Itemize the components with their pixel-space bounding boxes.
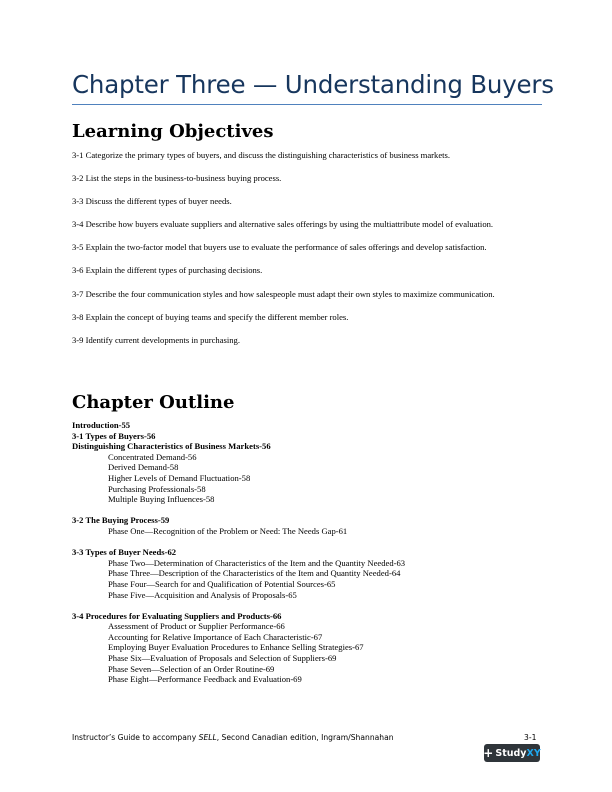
objective-item: 3-4 Describe how buyers evaluate suppliers and alternative sales offerings by using the multiattribute model of evaluation. xyxy=(72,219,494,230)
outline-spacer xyxy=(72,505,542,516)
outline-item: Assessment of Product or Supplier Performance-66 xyxy=(108,621,285,632)
outline-intro: Introduction-55 xyxy=(72,420,131,430)
outline-item: Concentrated Demand-56 xyxy=(108,451,197,462)
objective-item: 3-5 Explain the two-factor model that buyers use to evaluate the performance of sales offerings and develop satisfaction. xyxy=(72,242,487,253)
chapter-outline-list xyxy=(72,420,542,685)
objective-item: 3-3 Discuss the different types of buyer needs. xyxy=(72,196,232,207)
objective-item: 3-9 Identify current developments in purchasing. xyxy=(72,334,241,345)
page-footer xyxy=(72,733,394,742)
page-number: 3-1 xyxy=(524,733,537,742)
outline-item: Derived Demand-58 xyxy=(108,462,179,473)
outline-item: Phase Three—Description of the Characteristics of the Item and Quantity Needed-64 xyxy=(108,568,401,579)
outline-item: Phase Five—Acquisition and Analysis of Proposals-65 xyxy=(108,589,297,600)
outline-item: Phase Two—Determination of Characteristics of the Item and the Quantity Needed-63 xyxy=(108,557,406,568)
learning-objectives-list xyxy=(72,150,542,358)
outline-item: Higher Levels of Demand Fluctuation-58 xyxy=(108,472,251,483)
objective-item: 3-2 List the steps in the business-to-business buying process. xyxy=(72,173,282,184)
outline-section-heading: 3-1 Types of Buyers-56 xyxy=(72,430,156,441)
outline-section-heading: 3-2 The Buying Process-59 xyxy=(72,515,170,526)
footer-suffix: , Second Canadian edition, Ingram/Shannahan xyxy=(216,733,394,742)
footer-book-title: SELL xyxy=(198,733,217,742)
outline-section-heading: Distinguishing Characteristics of Business Markets-56 xyxy=(72,441,271,452)
title-underline xyxy=(72,104,542,105)
footer-prefix: Instructor’s Guide to accompany xyxy=(72,733,199,742)
outline-section-heading: 3-4 Procedures for Evaluating Suppliers and Products-66 xyxy=(72,610,282,621)
outline-item: Phase Six—Evaluation of Proposals and Selection of Suppliers-69 xyxy=(108,653,337,664)
outline-item: Phase Four—Search for and Qualification of Potential Sources-65 xyxy=(108,578,336,589)
objective-item: 3-7 Describe the four communication styles and how salespeople must adapt their own styles to maximize communication. xyxy=(72,288,495,299)
objective-item: 3-8 Explain the concept of buying teams and specify the different member roles. xyxy=(72,311,349,322)
outline-item: Employing Buyer Evaluation Procedures to Enhance Selling Strategies-67 xyxy=(108,642,364,653)
outline-section-heading: 3-3 Types of Buyer Needs-62 xyxy=(72,547,177,558)
outline-item: Phase One—Recognition of the Problem or Need: The Needs Gap-61 xyxy=(108,525,348,536)
outline-item: Phase Seven—Selection of an Order Routine-69 xyxy=(108,663,275,674)
outline-spacer xyxy=(72,537,542,548)
plus-icon: + xyxy=(483,746,494,760)
objective-item: 3-6 Explain the different types of purchasing decisions. xyxy=(72,265,263,276)
studyxy-badge[interactable] xyxy=(484,744,540,762)
chapter-outline-heading: Chapter Outline xyxy=(72,392,235,413)
badge-study-text: Study xyxy=(495,747,527,759)
chapter-title: Chapter Three — Understanding Buyers xyxy=(72,70,554,99)
outline-item: Multiple Buying Influences-58 xyxy=(108,494,215,505)
objective-item: 3-1 Categorize the primary types of buyers, and discuss the distinguishing characteristics of business markets. xyxy=(72,150,451,160)
learning-objectives-heading: Learning Objectives xyxy=(72,121,274,142)
outline-item: Purchasing Professionals-58 xyxy=(108,483,206,494)
outline-spacer xyxy=(72,600,542,611)
outline-item: Accounting for Relative Importance of Each Characteristic-67 xyxy=(108,631,323,642)
badge-xy-text: XY xyxy=(526,747,541,759)
outline-item: Phase Eight—Performance Feedback and Evaluation-69 xyxy=(108,674,302,685)
